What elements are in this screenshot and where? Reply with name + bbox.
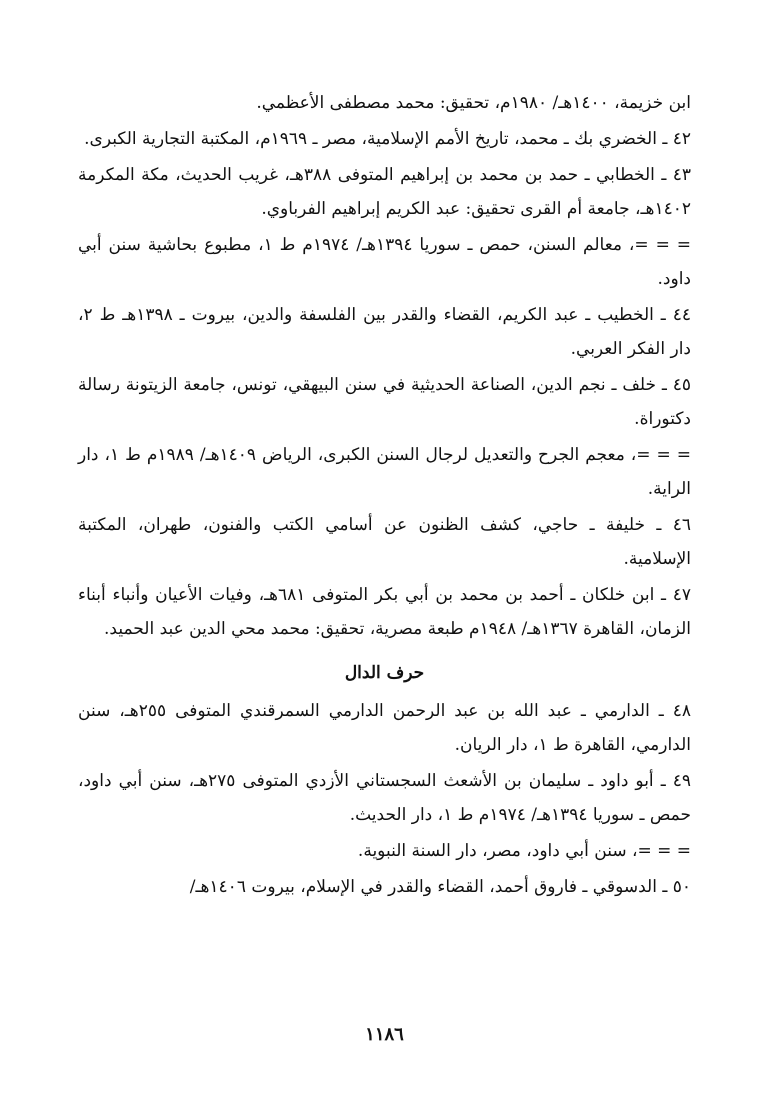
bibliography-entry: ٤٨ ـ الدارمي ـ عبد الله بن عبد الرحمن الدارمي السمرقندي المتوفى ٢٥٥هـ، سنن الدارمي، القاهرة ط ١، دار الريان.: [78, 701, 691, 755]
page-number: ١١٨٦: [365, 1024, 404, 1045]
section-heading: حرف الدال: [344, 663, 425, 683]
bibliography-entry: ٤٩ ـ أبو داود ـ سليمان بن الأشعث السجستاني الأزدي المتوفى ٢٧٥هـ، سنن أبي داود، حمص ـ سوريا ١٣٩٤هـ/ ١٩٧٤م ط ١، دار الحديث.: [78, 771, 691, 825]
bibliography-entry: ابن خزيمة، ١٤٠٠هـ/ ١٩٨٠م، تحقيق: محمد مصطفى الأعظمي.: [256, 93, 691, 113]
bibliography-entry: ٤٣ ـ الخطابي ـ حمد بن محمد بن إبراهيم المتوفى ٣٨٨هـ، غريب الحديث، مكة المكرمة ١٤٠٢هـ، جامعة أم القرى تحقيق: عبد الكريم إبراهيم الفرباوي.: [78, 165, 692, 219]
bibliography-entry: = = =، معالم السنن، حمص ـ سوريا ١٣٩٤هـ/ ١٩٧٤م ط ١، مطبوع بحاشية سنن أبي داود.: [78, 235, 691, 289]
bibliography-entry: = = =، معجم الجرح والتعديل لرجال السنن الكبرى، الرياض ١٤٠٩هـ/ ١٩٨٩م ط ١، دار الراية.: [78, 445, 691, 499]
bibliography-entry: ٤٥ ـ خلف ـ نجم الدين، الصناعة الحديثية في سنن البيهقي، تونس، جامعة الزيتونة رسالة دكتوراة.: [78, 375, 691, 429]
bibliography-entry: ٤٤ ـ الخطيب ـ عبد الكريم، القضاء والقدر بين الفلسفة والدين، بيروت ـ ١٣٩٨هـ ط ٢، دار الفكر العربي.: [78, 305, 691, 359]
bibliography-entry: ٤٧ ـ ابن خلكان ـ أحمد بن محمد بن أبي بكر المتوفى ٦٨١هـ، وفيات الأعيان وأنباء أبناء الزمان، القاهرة ١٣٦٧هـ/ ١٩٤٨م طبعة مصرية، تحقيق: محمد محي الدين عبد الحميد.: [78, 585, 691, 639]
entries-after-section: [78, 694, 691, 904]
bibliography-entry: ٤٢ ـ الخضري بك ـ محمد، تاريخ الأمم الإسلامية، مصر ـ ١٩٦٩م، المكتبة التجارية الكبرى.: [84, 129, 691, 149]
bibliography-content: [78, 86, 691, 906]
bibliography-entry: ٥٠ ـ الدسوقي ـ فاروق أحمد، القضاء والقدر في الإسلام، بيروت ١٤٠٦هـ/: [189, 877, 691, 897]
bibliography-entry: ٤٦ ـ خليفة ـ حاجي، كشف الظنون عن أسامي الكتب والفنون، طهران، المكتبة الإسلامية.: [78, 515, 691, 569]
entries-before-section: [78, 86, 691, 646]
bibliography-entry: = = =، سنن أبي داود، مصر، دار السنة النبوية.: [357, 841, 691, 861]
